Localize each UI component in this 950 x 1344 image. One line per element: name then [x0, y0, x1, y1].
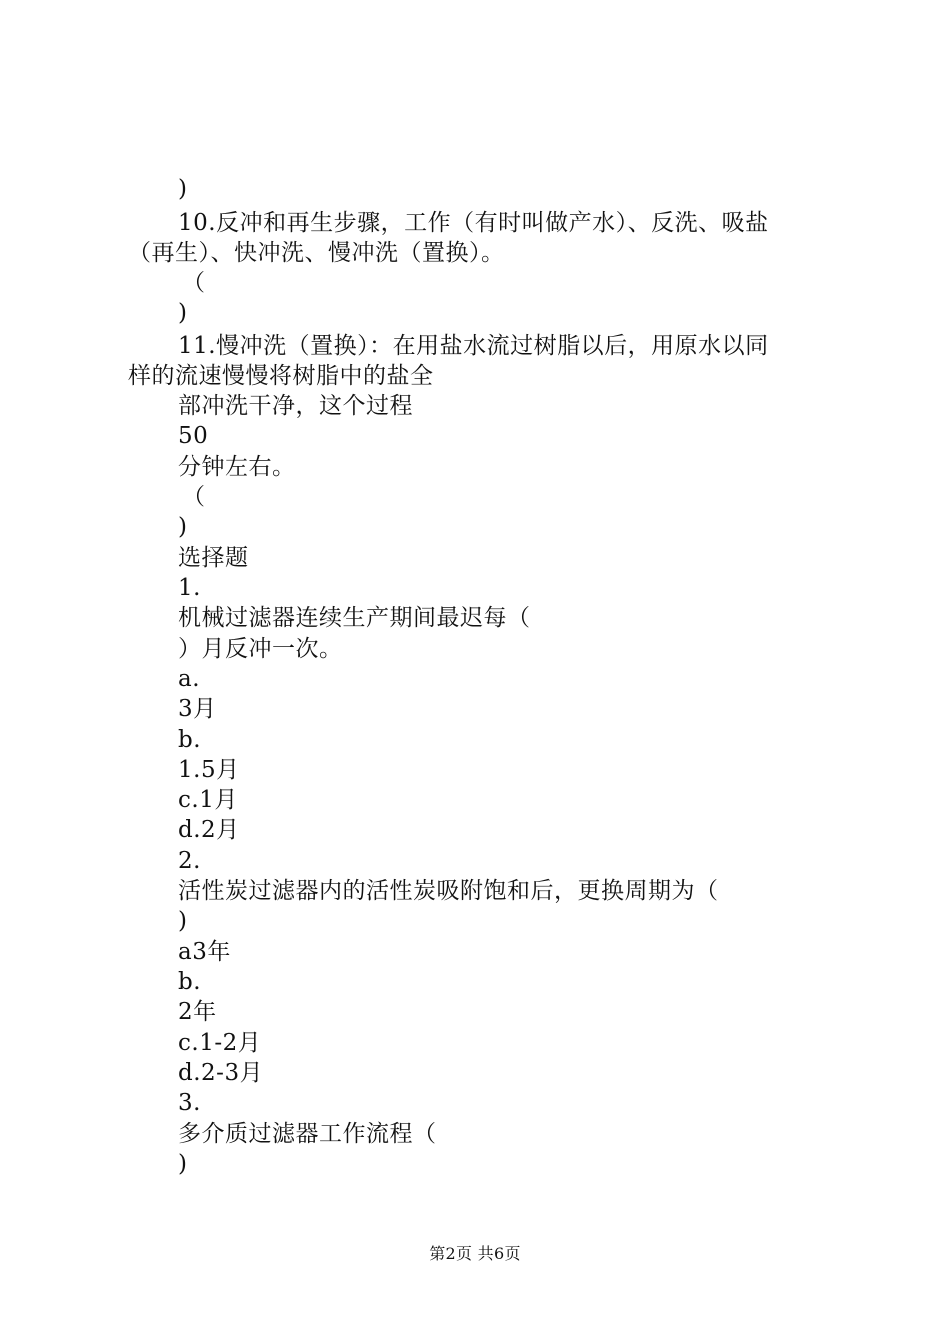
question-number: 1. [178, 575, 201, 601]
option-text: d.2-3月 [178, 1060, 264, 1086]
question-text: 多介质过滤器工作流程（ [178, 1121, 437, 1147]
question-text: ）月反冲一次。 [178, 636, 343, 662]
text-line: ) [178, 1151, 188, 1177]
option-text: 3月 [178, 696, 217, 722]
text-line: ) [178, 176, 188, 202]
option-text: 1.5月 [178, 757, 240, 783]
question-number: 3. [178, 1090, 201, 1116]
option-text: c.1月 [178, 787, 238, 813]
question-text: 机械过滤器连续生产期间最迟每（ [178, 605, 531, 631]
text-line: ) [178, 908, 188, 934]
text-line: 分钟左右。 [178, 454, 296, 480]
question-text: 活性炭过滤器内的活性炭吸附饱和后，更换周期为（ [178, 878, 719, 904]
option-label: a. [178, 666, 201, 692]
option-label: b. [178, 969, 202, 995]
text-line: （ [182, 484, 206, 510]
text-line: 11.慢冲洗（置换）：在用盐水流过树脂以后，用原水以同 [178, 333, 769, 359]
page-footer: 第2页 共6页 [429, 1244, 521, 1263]
text-line: ) [178, 300, 188, 326]
option-text: c.1-2月 [178, 1030, 262, 1056]
text-line: （再生）、快冲洗、慢冲洗（置换）。 [128, 240, 505, 266]
text-line: 部冲洗干净，这个过程 [178, 393, 413, 419]
option-text: a3年 [178, 939, 231, 965]
option-label: b. [178, 727, 202, 753]
text-line: 10.反冲和再生步骤，工作（有时叫做产水）、反洗、吸盐 [178, 210, 769, 236]
option-text: d.2月 [178, 817, 240, 843]
text-line: （ [182, 270, 206, 296]
text-line: 样的流速慢慢将树脂中的盐全 [128, 363, 434, 389]
section-heading: 选择题 [178, 545, 249, 571]
option-text: 2年 [178, 999, 217, 1025]
question-number: 2. [178, 848, 201, 874]
text-line: ) [178, 514, 188, 540]
text-line: 50 [178, 423, 209, 449]
